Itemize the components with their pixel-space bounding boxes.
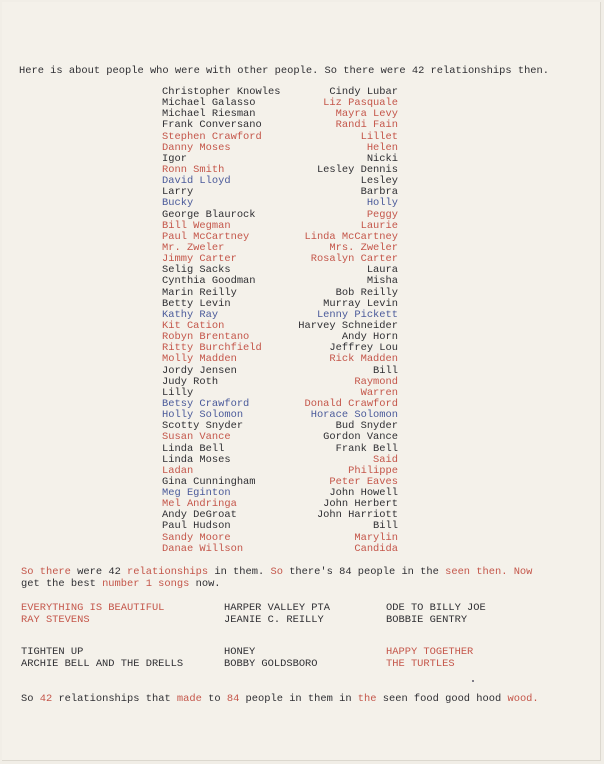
right-name: Liz Pasquale	[323, 97, 398, 110]
left-name: Linda Bell	[162, 442, 225, 455]
text-fragment: relationships that	[52, 693, 177, 705]
right-name: Misha	[366, 275, 398, 288]
left-name: Scotty Snyder	[162, 420, 244, 433]
right-name: Gordon Vance	[323, 431, 398, 444]
left-name: Kathy Ray	[162, 308, 219, 321]
right-name: Lesley	[360, 175, 398, 188]
right-name: Candida	[354, 542, 398, 555]
right-name: Bill	[373, 520, 398, 533]
right-name: Lillet	[360, 130, 398, 143]
right-name: Harvey Schneider	[298, 319, 398, 332]
text-fragment: wood.	[507, 693, 539, 705]
left-name: Cynthia Goodman	[162, 275, 256, 288]
song-artist: ARCHIE BELL AND THE DRELLS	[21, 658, 184, 670]
right-name: Laura	[366, 264, 398, 277]
left-name: Marin Reilly	[162, 286, 237, 299]
right-name: Rick Madden	[329, 353, 398, 366]
text-fragment: 42	[108, 566, 121, 578]
left-name: Ritty Burchfield	[162, 342, 262, 355]
left-name: Kit Cation	[162, 319, 225, 332]
song-artist: RAY STEVENS	[21, 614, 90, 626]
text-fragment: there	[39, 566, 71, 578]
left-name: Betsy Crawford	[162, 397, 250, 410]
song-title: EVERYTHING IS BEAUTIFUL	[21, 602, 165, 614]
text-fragment: now.	[189, 578, 221, 590]
left-name: Frank Conversano	[162, 119, 262, 132]
right-name: Andy Horn	[341, 331, 398, 344]
right-name: Barbra	[360, 186, 398, 199]
text-fragment: get the best	[21, 578, 103, 590]
left-name: Christopher Knowles	[162, 86, 281, 98]
text-fragment: 84	[226, 693, 240, 705]
right-name-column	[282, 87, 398, 555]
left-name: Igor	[162, 152, 187, 165]
right-name: Philippe	[348, 464, 398, 477]
text-fragment: people in the	[351, 566, 446, 578]
right-name: Laurie	[360, 219, 398, 232]
left-name: Betty Levin	[162, 297, 231, 310]
song-title: HARPER VALLEY PTA	[224, 602, 331, 614]
left-name: Robyn Brentano	[162, 331, 250, 344]
text-fragment: 84	[339, 566, 352, 578]
left-name-column	[162, 87, 280, 555]
left-name: Susan Vance	[162, 431, 231, 444]
text-fragment: Now	[507, 566, 533, 578]
song-title: HAPPY TOGETHER	[386, 646, 474, 658]
text-fragment: the	[357, 693, 377, 705]
summary-line-1	[21, 567, 532, 578]
left-name: Judy Roth	[162, 375, 219, 388]
text-fragment: to	[201, 693, 227, 705]
right-name: Mrs. Zweler	[329, 241, 398, 254]
left-name: Sandy Moore	[162, 531, 231, 544]
right-name: Said	[373, 453, 398, 466]
closing-line	[21, 694, 539, 705]
right-name: Bud Snyder	[335, 420, 398, 433]
right-name: Lenny Pickett	[316, 308, 398, 321]
left-name: David Lloyd	[162, 175, 231, 188]
left-name: Jimmy Carter	[162, 253, 237, 266]
left-name: Linda Moses	[162, 453, 231, 466]
right-name: Donald Crawford	[304, 397, 398, 410]
text-fragment: 42	[39, 693, 53, 705]
right-name: Linda McCartney	[304, 230, 398, 243]
right-name: Randi Fain	[335, 119, 398, 132]
left-name: Holly Solomon	[162, 409, 244, 422]
left-name: Jordy Jensen	[162, 364, 237, 377]
text-fragment: number 1 songs	[102, 578, 190, 590]
text-fragment: seen food good hood	[376, 693, 508, 705]
left-name: Michael Riesman	[162, 108, 256, 121]
song-artist: BOBBIE GENTRY	[386, 614, 468, 626]
right-name: John Howell	[329, 487, 398, 500]
right-name: Helen	[366, 141, 398, 154]
left-name: Andy DeGroat	[162, 509, 237, 522]
right-name: Rosalyn Carter	[310, 253, 398, 266]
song-artist: THE TURTLES	[386, 658, 455, 670]
text-fragment: relationships	[120, 566, 209, 578]
right-name: Mayra Levy	[335, 108, 398, 121]
left-name: Larry	[162, 186, 194, 199]
left-name: George Blaurock	[162, 208, 256, 221]
left-name: Gina Cunningham	[162, 475, 256, 488]
typed-page	[2, 2, 601, 761]
left-name: Danae Willson	[162, 542, 244, 555]
song-title: HONEY	[224, 646, 256, 658]
right-name: Frank Bell	[335, 442, 398, 455]
text-fragment: in them.	[208, 566, 271, 578]
left-name: Paul McCartney	[162, 230, 250, 243]
left-name: Ladan	[162, 464, 194, 477]
song-title: TIGHTEN UP	[21, 646, 84, 658]
right-name: Holly	[366, 197, 398, 210]
left-name: Paul Hudson	[162, 520, 231, 533]
text-fragment: So	[270, 566, 283, 578]
ink-dot	[472, 680, 474, 682]
summary-line-2	[21, 579, 221, 590]
intro-line: Here is about people who were with other people. So there were 42 relationships then.	[19, 65, 550, 77]
right-name: John Harriott	[316, 509, 398, 522]
text-fragment: So	[21, 693, 40, 705]
left-name: Stephen Crawford	[162, 130, 262, 143]
left-name: Selig Sacks	[162, 264, 231, 277]
text-fragment: were	[70, 566, 109, 578]
song-artist: BOBBY GOLDSBORO	[224, 658, 318, 670]
right-name: Marylin	[354, 531, 398, 544]
right-name: Peggy	[366, 208, 398, 221]
text-fragment: made	[176, 693, 202, 705]
left-name: Ronn Smith	[162, 163, 225, 176]
song-title: ODE TO BILLY JOE	[386, 602, 486, 614]
right-name: Lesley Dennis	[316, 163, 398, 176]
left-name: Michael Galasso	[162, 97, 256, 110]
text-fragment: there's	[282, 566, 340, 578]
right-name: Bill	[373, 364, 398, 377]
right-name: Peter Eaves	[329, 475, 398, 488]
right-name: Nicki	[366, 152, 398, 165]
text-fragment: people in them in	[239, 693, 358, 705]
right-name: Murray Levin	[323, 297, 398, 310]
right-name: Bob Reilly	[335, 286, 398, 299]
left-name: Lilly	[162, 386, 194, 399]
text-fragment: So	[21, 566, 40, 578]
left-name: Bucky	[162, 197, 194, 210]
right-name: Jeffrey Lou	[329, 342, 398, 355]
right-name: Cindy Lubar	[329, 86, 398, 98]
left-name: Molly Madden	[162, 353, 237, 366]
left-name: Bill Wegman	[162, 219, 231, 232]
right-name: Warren	[360, 386, 398, 399]
left-name: Mel Andringa	[162, 498, 237, 511]
left-name: Mr. Zweler	[162, 241, 225, 254]
left-name: Meg Eginton	[162, 487, 231, 500]
right-name: Raymond	[354, 375, 398, 388]
text-fragment: seen then.	[445, 566, 508, 578]
left-name: Danny Moses	[162, 141, 231, 154]
right-name: Horace Solomon	[310, 409, 398, 422]
right-name: John Herbert	[323, 498, 398, 511]
song-artist: JEANIE C. REILLY	[224, 614, 324, 626]
